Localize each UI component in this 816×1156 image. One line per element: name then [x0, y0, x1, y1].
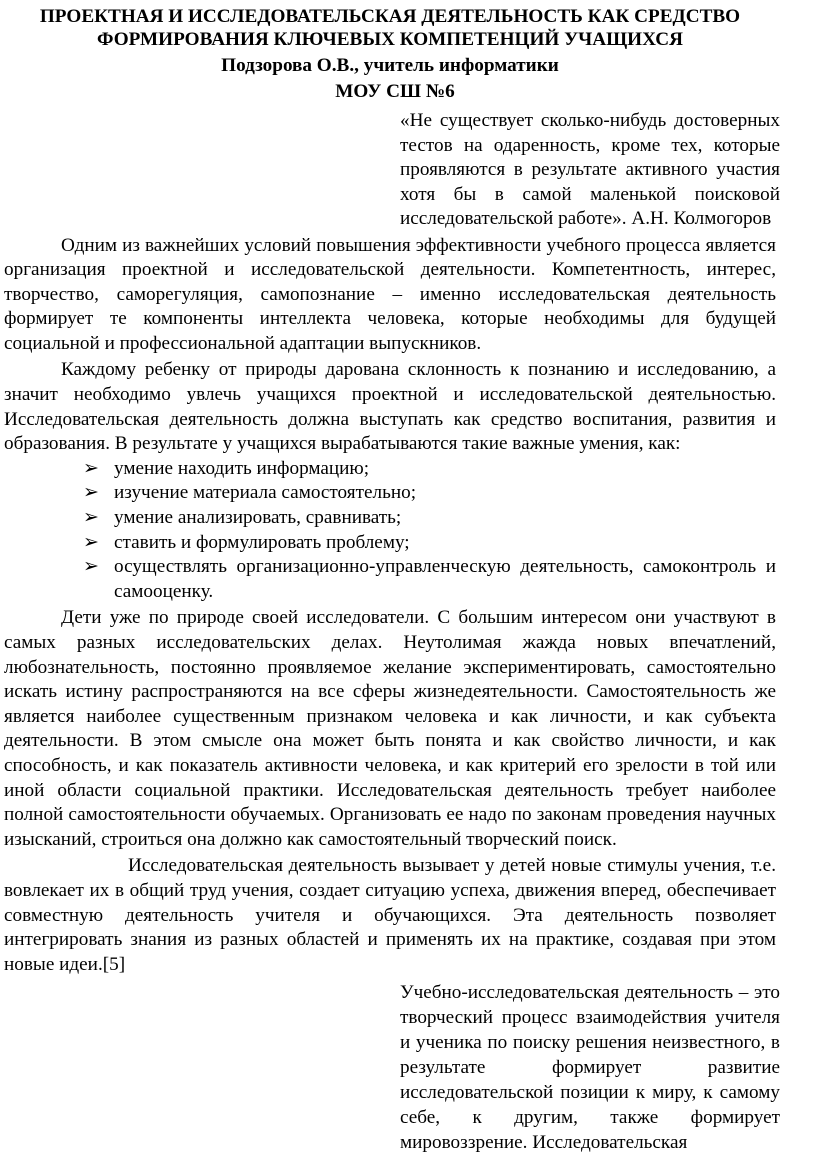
author-line: Подзорова О.В., учитель информатики — [221, 55, 559, 76]
arrow-bullet-icon: ➢ — [83, 531, 100, 553]
list-item-text: умение анализировать, сравнивать; — [114, 507, 402, 529]
document-page — [4, 6, 780, 1156]
skills-list — [4, 457, 776, 605]
list-item — [4, 506, 776, 531]
title-line-2: ФОРМИРОВАНИЯ КЛЮЧЕВЫХ КОМПЕТЕНЦИЙ УЧАЩИХСЯ — [97, 28, 683, 50]
arrow-bullet-icon: ➢ — [83, 457, 100, 479]
paragraph-3: Дети уже по природе своей исследователи. С большим интересом они участвуют в самых разных исследовательских делах. Неутолимая жажда новых впечатлений, любознательность, постоянно проявляемое желание экспериментировать, самостоятельно искать истину распространяются на все сферы жизнедеятельности. Самостоятельность же является наиболее существенным признаком человека и как личности, и как субъекта деятельности. В этом смысле она может быть понята и как свойство личности, и как способность, и как показатель активности человека, и как критерий его зрелости в той или иной области социальной практики. Исследовательская деятельность требует наиболее полной самостоятельности обучаемых. Организовать ее надо по законам проведения научных изысканий, строиться она должно как самостоятельный творческий поиск. — [4, 607, 776, 850]
arrow-bullet-icon: ➢ — [83, 507, 100, 529]
school-line: МОУ СШ №6 — [335, 81, 455, 102]
list-item — [4, 531, 776, 556]
paragraph-2: Каждому ребенку от природы дарована склонность к познанию и исследованию, а значит необходимо увлечь учащихся проектной и исследовательской деятельностью. Исследовательская деятельность должна выступать как средство воспитания, развития и образования. В результате у учащихся вырабатываются такие важные умения, как: — [4, 359, 776, 455]
list-item-text: ставить и формулировать проблему; — [114, 531, 410, 553]
list-item-text: изучение материала самостоятельно; — [114, 482, 417, 504]
arrow-bullet-icon: ➢ — [83, 556, 100, 578]
epigraph-quote: «Не существует сколько-нибудь достоверных тестов на одаренность, кроме тех, которые проявляются в результате активного участия хотя бы в самой маленькой поисковой исследовательской работе». А.Н. Колмогоров — [400, 110, 780, 229]
list-item-text: умение находить информацию; — [114, 457, 370, 479]
title-line-1: ПРОЕКТНАЯ И ИССЛЕДОВАТЕЛЬСКАЯ ДЕЯТЕЛЬНОСТЬ КАК СРЕДСТВО — [39, 6, 741, 27]
list-item — [4, 555, 776, 604]
sidebar-definition-text: Учебно-исследовательская деятельность – это творческий процесс взаимодействия учителя и ученика по поиску решения неизвестного, в результате формирует развитие исследовательской позиции к миру, к самому себе, к другим, также формирует мировоззрение. Исследовательская — [400, 982, 780, 1153]
list-item — [4, 457, 776, 482]
paragraph-4: Исследовательская деятельность вызывает у детей новые стимулы учения, т.е. вовлекает их в общий труд учения, создает ситуацию успеха, движения вперед, обеспечивает совместную деятельность учителя и обучающихся. Эта деятельность позволяет интегрировать знания из разных областей и применять их на практике, создавая при этом новые идеи.[5] — [4, 855, 776, 975]
list-item-text: осуществлять организационно-управленческую деятельность, самоконтроль и самооценку. — [114, 556, 776, 602]
arrow-bullet-icon: ➢ — [83, 482, 100, 504]
list-item — [4, 481, 776, 506]
paragraph-1: Одним из важнейших условий повышения эффективности учебного процесса является организация проектной и исследовательской деятельности. Компетентность, интерес, творчество, саморегуляция, самопознание – именно исследовательская деятельность формирует те компоненты интеллекта человека, которые необходимы для будущей социальной и профессиональной адаптации выпускников. — [4, 234, 776, 354]
